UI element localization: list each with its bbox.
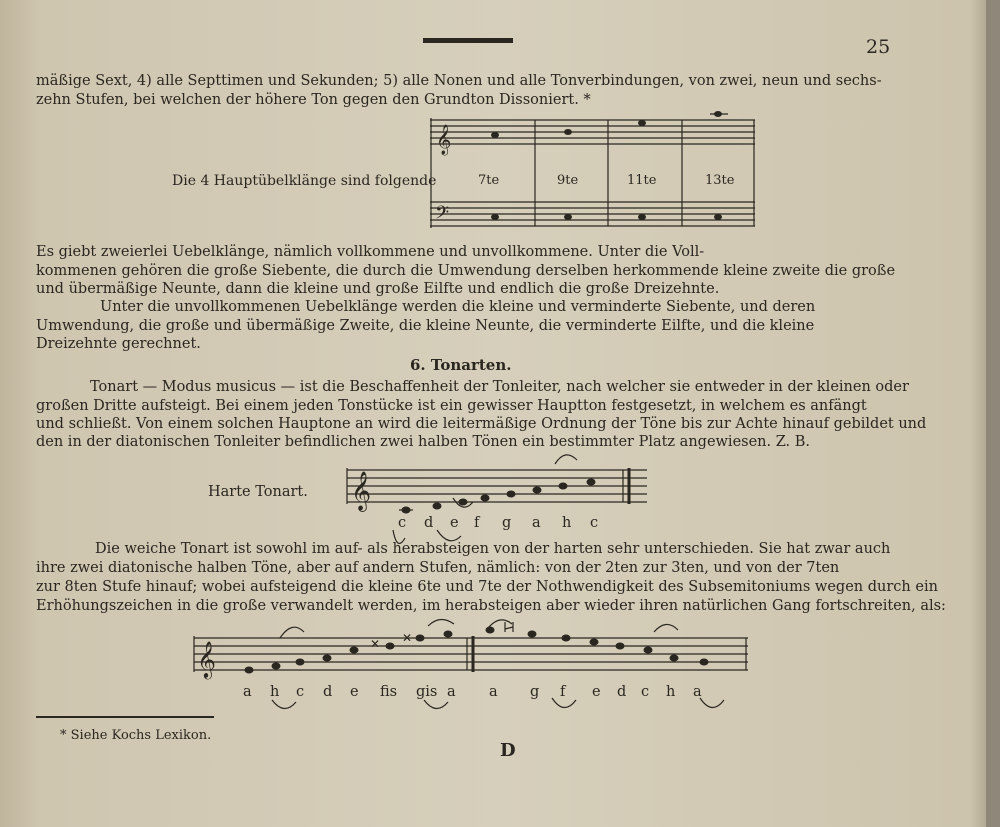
- svg-text:𝄞: 𝄞: [436, 125, 452, 155]
- note-name: d: [424, 515, 434, 531]
- text-line: mäßige Sext, 4) alle Septtimen und Sekunden; 5) alle Nonen und alle Tonverbindungen, von zwei, neun und sechs-: [36, 73, 882, 89]
- interval-label: 9te: [557, 173, 579, 188]
- section-heading: 6. Tonarten.: [410, 356, 512, 374]
- svg-text:✕: ✕: [370, 637, 381, 651]
- text-line: den in der diatonischen Tonleiter befindlichen zwei halben Tönen ein bestimmter Platz angewiesen. Z. B.: [36, 434, 811, 450]
- note-name: e: [450, 515, 459, 531]
- note-name: f: [560, 684, 566, 700]
- interval-label: 7te: [478, 173, 500, 188]
- footnote: * Siehe Kochs Lexikon.: [60, 728, 212, 743]
- note-name: c: [641, 684, 650, 700]
- text-line: kommenen gehören die große Siebente, die durch die Umwendung derselben herkommende kleine zweite die große: [36, 263, 896, 279]
- note-name: d: [617, 684, 627, 700]
- text-line: Die weiche Tonart ist sowohl im auf- als herabsteigen von der harten sehr unterschieden. Sie hat zwar auch: [95, 541, 891, 557]
- note-name: a: [489, 684, 498, 700]
- text-line: Unter die unvollkommenen Uebelklänge werden die kleine und verminderte Siebente, und deren: [100, 299, 816, 315]
- note-name: c: [296, 684, 305, 700]
- note-name: g: [502, 515, 512, 531]
- major-scale-score: [345, 440, 655, 550]
- note-name: fis: [380, 684, 398, 700]
- page-number: 25: [866, 36, 891, 58]
- text-line: zur 8ten Stufe hinauf; wobei aufsteigend die kleine 6te und 7te der Nothwendigkeit des Subsemitoniums wegen durch ein: [36, 579, 938, 595]
- note-name: f: [474, 515, 480, 531]
- minor-scale-score: [192, 612, 752, 722]
- note-name: gis: [416, 684, 438, 700]
- header-rule: [423, 38, 513, 43]
- text-line: Umwendung, die große und übermäßige Zweite, die kleine Neunte, die verminderte Eilfte, und die kleine: [36, 318, 815, 334]
- interval-label: 11te: [627, 173, 657, 188]
- note-name: h: [562, 515, 572, 531]
- text-line: zehn Stufen, bei welchen der höhere Ton gegen den Grundton Dissoniert. *: [36, 92, 591, 108]
- note-name: h: [666, 684, 676, 700]
- text-line: und übermäßige Neunte, dann die kleine und große Eilfte und endlich die große Dreizehnte.: [36, 281, 720, 297]
- svg-text:✕: ✕: [402, 631, 413, 645]
- text-line: ihre zwei diatonische halben Töne, aber auf andern Stufen, nämlich: von der 2ten zur 3ten, und von der 7ten: [36, 560, 840, 576]
- note-name: a: [243, 684, 252, 700]
- figure-caption: Harte Tonart.: [208, 484, 308, 500]
- interval-label: 13te: [705, 173, 735, 188]
- text-line: Erhöhungszeichen in die große verwandelt werden, im herabsteigen aber wieder ihren natürlichen Gang fortschreiten, als:: [36, 598, 946, 614]
- note-name: a: [532, 515, 541, 531]
- svg-text:𝄞: 𝄞: [197, 640, 216, 678]
- note-name: e: [592, 684, 601, 700]
- text-line: Es giebt zweierlei Uebelklänge, nämlich vollkommene und unvollkommene. Unter die Voll-: [36, 244, 705, 260]
- note-name: a: [447, 684, 456, 700]
- figure-caption: Die 4 Hauptübelklänge sind folgende: [172, 173, 437, 189]
- text-line: Tonart — Modus musicus — ist die Beschaffenheit der Tonleiter, nach welcher sie entweder in der kleinen oder: [90, 379, 909, 395]
- footnote-rule: [36, 716, 214, 718]
- text-line: und schließt. Von einem solchen Hauptone an wird die leitermäßige Ordnung der Töne bis zur Achte hinauf gebildet und: [36, 416, 927, 432]
- signature-mark: D: [500, 740, 516, 761]
- page-edge: [986, 0, 1000, 827]
- note-name: c: [590, 515, 599, 531]
- text-line: großen Dritte aufsteigt. Bei einem jeden Tonstücke ist ein gewisser Hauptton festgesetzt, in welchem es anfängt: [36, 398, 867, 414]
- note-name: h: [270, 684, 280, 700]
- svg-text:𝄢: 𝄢: [435, 203, 450, 228]
- note-name: e: [350, 684, 359, 700]
- text-line: Dreizehnte gerechnet.: [36, 336, 201, 352]
- note-name: a: [693, 684, 702, 700]
- svg-text:𝄞: 𝄞: [351, 471, 372, 511]
- note-name: c: [398, 515, 407, 531]
- note-name: g: [530, 684, 540, 700]
- note-name: d: [323, 684, 333, 700]
